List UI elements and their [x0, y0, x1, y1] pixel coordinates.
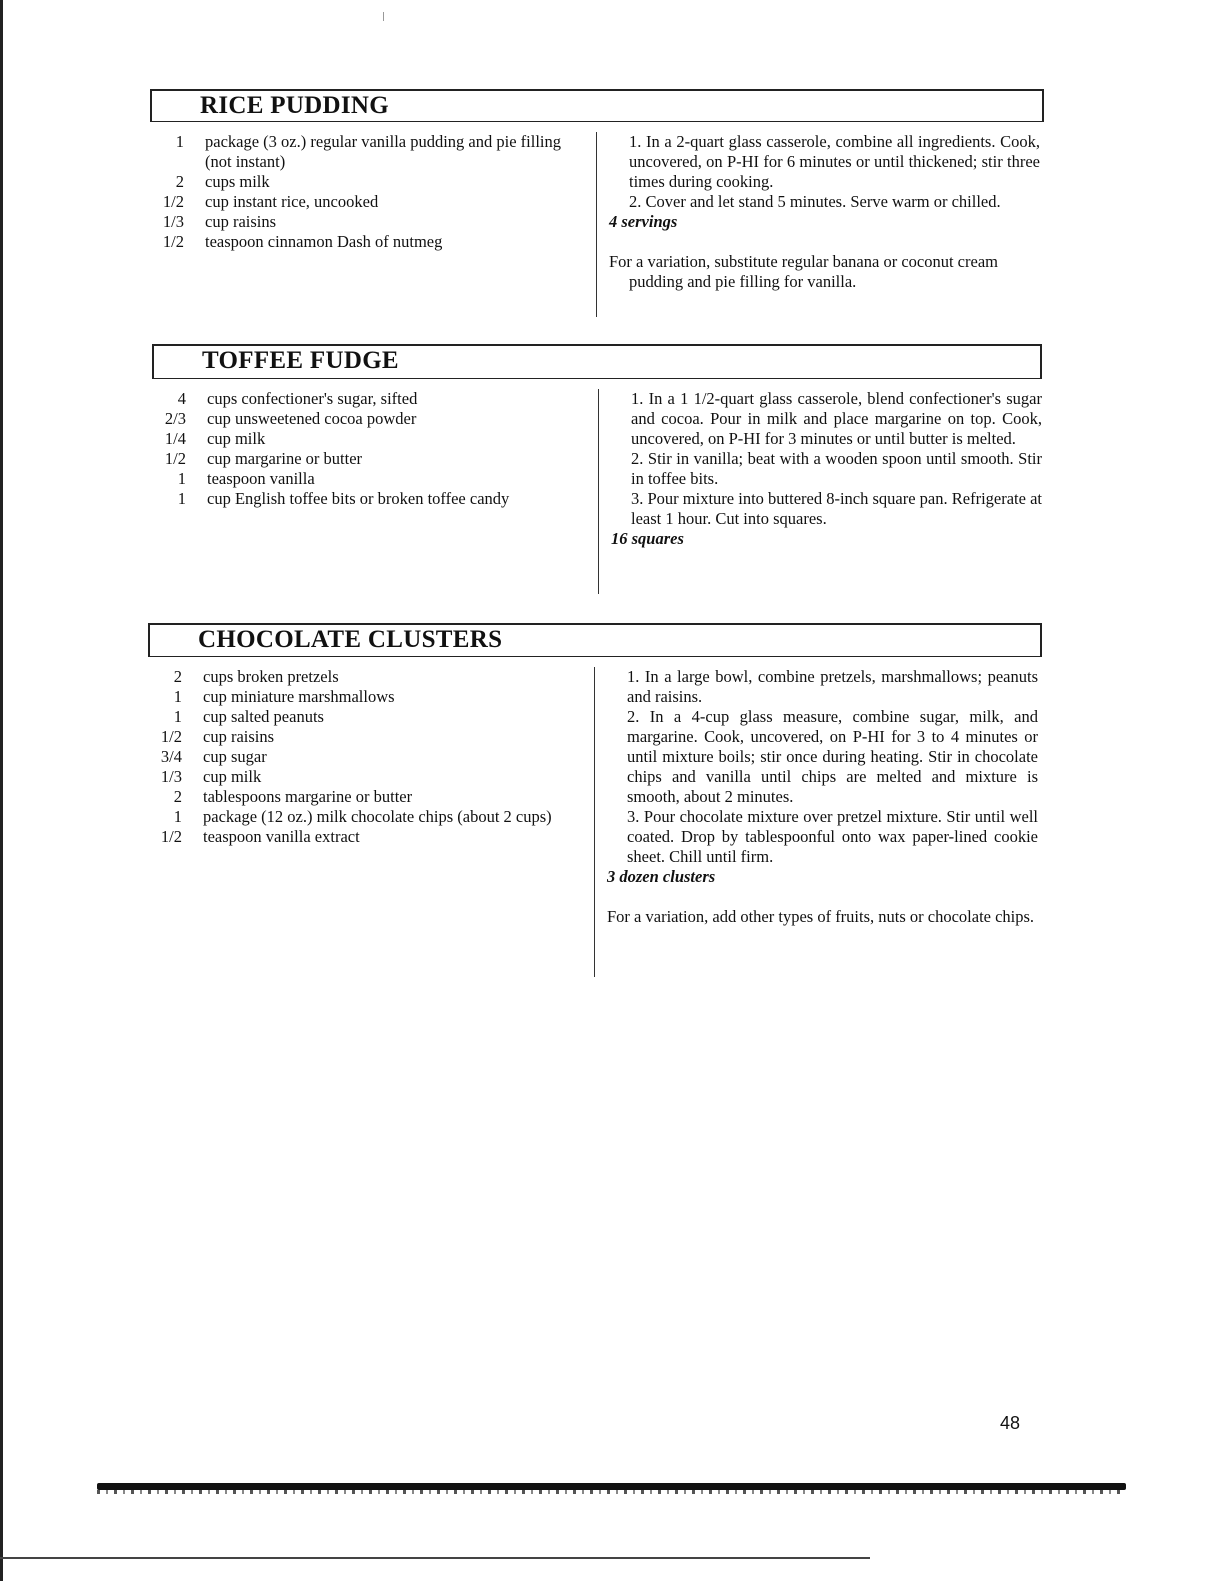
method-step — [611, 389, 1042, 449]
ingredient-text: cup salted peanuts — [203, 707, 324, 726]
scan-bottom-line — [0, 1557, 870, 1559]
recipe-yield: 3 dozen clusters — [607, 867, 716, 886]
step-text: 2. Cover and let stand 5 minutes. Serve warm or chilled. — [629, 192, 1001, 211]
recipe-title: RICE PUDDING — [200, 92, 390, 119]
ingredient-text: cup milk — [207, 429, 266, 448]
ingredient-item — [148, 767, 568, 787]
ingredient-item — [152, 409, 572, 429]
ingredient-text: tablespoons margarine or butter — [203, 787, 413, 806]
ingredient-list — [150, 132, 570, 252]
ingredient-text: cup raisins — [203, 727, 275, 746]
scan-mark — [383, 12, 384, 21]
step-text: 1. In a 2-quart glass casserole, combine all ingredients. Cook, uncovered, on P-HI for 6 minutes or until thickened; stir three times during cooking. — [629, 132, 1040, 191]
recipe-title: TOFFEE FUDGE — [202, 347, 399, 374]
ingredient-item — [150, 192, 570, 212]
recipe-yield: 16 squares — [611, 529, 684, 548]
step-text: 2. In a 4-cup glass measure, combine sugar, milk, and margarine. Cook, uncovered, on P-HI for 3 to 4 minutes or until mixture boils; stir once during heating. Stir in chocolate chips and vanilla until chips are melted and mixture is smooth, about 2 minutes. — [627, 707, 1038, 806]
ingredient-item — [152, 429, 572, 449]
ingredient-item — [148, 667, 568, 687]
ingredient-qty: 1 — [173, 707, 182, 726]
ingredient-item — [150, 212, 570, 232]
ingredient-item — [148, 747, 568, 767]
ingredient-item — [152, 469, 572, 489]
ingredient-item — [152, 449, 572, 469]
method-step — [607, 807, 1038, 867]
ingredient-text: cup sugar — [203, 747, 267, 766]
recipe-title-box — [152, 344, 1042, 379]
recipe-title-box — [150, 89, 1044, 122]
ingredient-qty: 1 — [173, 807, 182, 826]
recipe-chocolate-clusters — [148, 623, 1042, 926]
ingredient-text: cup English toffee bits or broken toffee candy — [207, 489, 510, 508]
method-step — [611, 449, 1042, 489]
ingredient-text: cup raisins — [205, 212, 277, 231]
ingredient-item — [152, 489, 572, 509]
ingredient-qty: 2 — [175, 172, 184, 191]
recipe-note: For a variation, add other types of fruits, nuts or chocolate chips. — [607, 907, 1035, 926]
method-step — [607, 707, 1038, 807]
method-step — [611, 489, 1042, 529]
method-step — [609, 132, 1040, 192]
ingredient-text: teaspoon vanilla extract — [203, 827, 360, 846]
ingredient-qty: 2 — [173, 667, 182, 686]
ingredient-item — [148, 727, 568, 747]
step-text: 1. In a large bowl, combine pretzels, marshmallows; peanuts and raisins. — [627, 667, 1038, 706]
ingredient-item — [150, 132, 570, 172]
ingredient-qty: 1/4 — [164, 429, 186, 448]
ingredient-text: package (12 oz.) milk chocolate chips (about 2 cups) — [203, 807, 552, 826]
method-column — [596, 132, 1040, 317]
ingredient-item — [150, 172, 570, 192]
ingredient-qty: 1/2 — [160, 827, 182, 846]
recipe-note: For a variation, substitute regular banana or coconut cream pudding and pie filling for vanilla. — [609, 252, 998, 291]
ingredient-item — [152, 389, 572, 409]
ingredient-qty: 1 — [173, 687, 182, 706]
ingredient-qty: 1 — [177, 469, 186, 488]
ingredient-qty: 2/3 — [164, 409, 186, 428]
ingredient-qty: 1/2 — [164, 449, 186, 468]
method-step — [609, 192, 1040, 212]
ingredient-text: cups milk — [205, 172, 270, 191]
step-text: 3. Pour mixture into buttered 8-inch square pan. Refrigerate at least 1 hour. Cut into squares. — [631, 489, 1042, 528]
ingredient-qty: 1/2 — [162, 232, 184, 251]
method-column — [598, 389, 1042, 594]
ingredient-list — [148, 667, 568, 847]
ingredient-text: cup miniature marshmallows — [203, 687, 395, 706]
footer-rule-texture — [97, 1490, 1126, 1494]
recipe-toffee-fudge — [152, 344, 1042, 548]
ingredient-qty: 3/4 — [160, 747, 182, 766]
ingredient-qty: 1/2 — [162, 192, 184, 211]
recipe-title: CHOCOLATE CLUSTERS — [198, 626, 503, 653]
ingredient-qty: 1 — [175, 132, 184, 151]
ingredient-item — [148, 827, 568, 847]
ingredient-text: cup instant rice, uncooked — [205, 192, 379, 211]
ingredient-qty: 1/3 — [160, 767, 182, 786]
step-text: 3. Pour chocolate mixture over pretzel mixture. Stir until well coated. Drop by tablespoonful onto wax paper-lined cookie sheet. Chill until firm. — [627, 807, 1038, 866]
ingredient-text: cups broken pretzels — [203, 667, 339, 686]
ingredient-text: cup unsweetened cocoa powder — [207, 409, 417, 428]
scan-left-edge — [0, 0, 3, 1581]
recipe-yield: 4 servings — [609, 212, 678, 231]
recipe-rice-pudding — [150, 89, 1044, 291]
ingredient-text: cups confectioner's sugar, sifted — [207, 389, 418, 408]
ingredient-text: teaspoon cinnamon Dash of nutmeg — [205, 232, 443, 251]
footer-rule — [97, 1483, 1126, 1490]
ingredient-item — [148, 707, 568, 727]
ingredient-text: package (3 oz.) regular vanilla pudding and pie filling (not instant) — [205, 132, 561, 171]
ingredient-list — [152, 389, 572, 509]
ingredient-qty: 1 — [177, 489, 186, 508]
ingredient-qty: 1/3 — [162, 212, 184, 231]
method-column — [594, 667, 1038, 977]
ingredient-text: cup milk — [203, 767, 262, 786]
ingredient-text: cup margarine or butter — [207, 449, 363, 468]
ingredient-item — [148, 807, 568, 827]
ingredient-qty: 2 — [173, 787, 182, 806]
page-number: 48 — [1000, 1413, 1021, 1433]
ingredient-qty: 4 — [177, 389, 186, 408]
method-step — [607, 667, 1038, 707]
recipe-title-box — [148, 623, 1042, 657]
ingredient-item — [148, 787, 568, 807]
step-text: 1. In a 1 1/2-quart glass casserole, blend confectioner's sugar and cocoa. Pour in milk and place margarine on top. Cook, uncovered, on P-HI for 3 minutes or until butter is melted. — [631, 389, 1042, 448]
ingredient-qty: 1/2 — [160, 727, 182, 746]
ingredient-item — [148, 687, 568, 707]
step-text: 2. Stir in vanilla; beat with a wooden spoon until smooth. Stir in toffee bits. — [631, 449, 1042, 488]
ingredient-text: teaspoon vanilla — [207, 469, 315, 488]
ingredient-item — [150, 232, 570, 252]
